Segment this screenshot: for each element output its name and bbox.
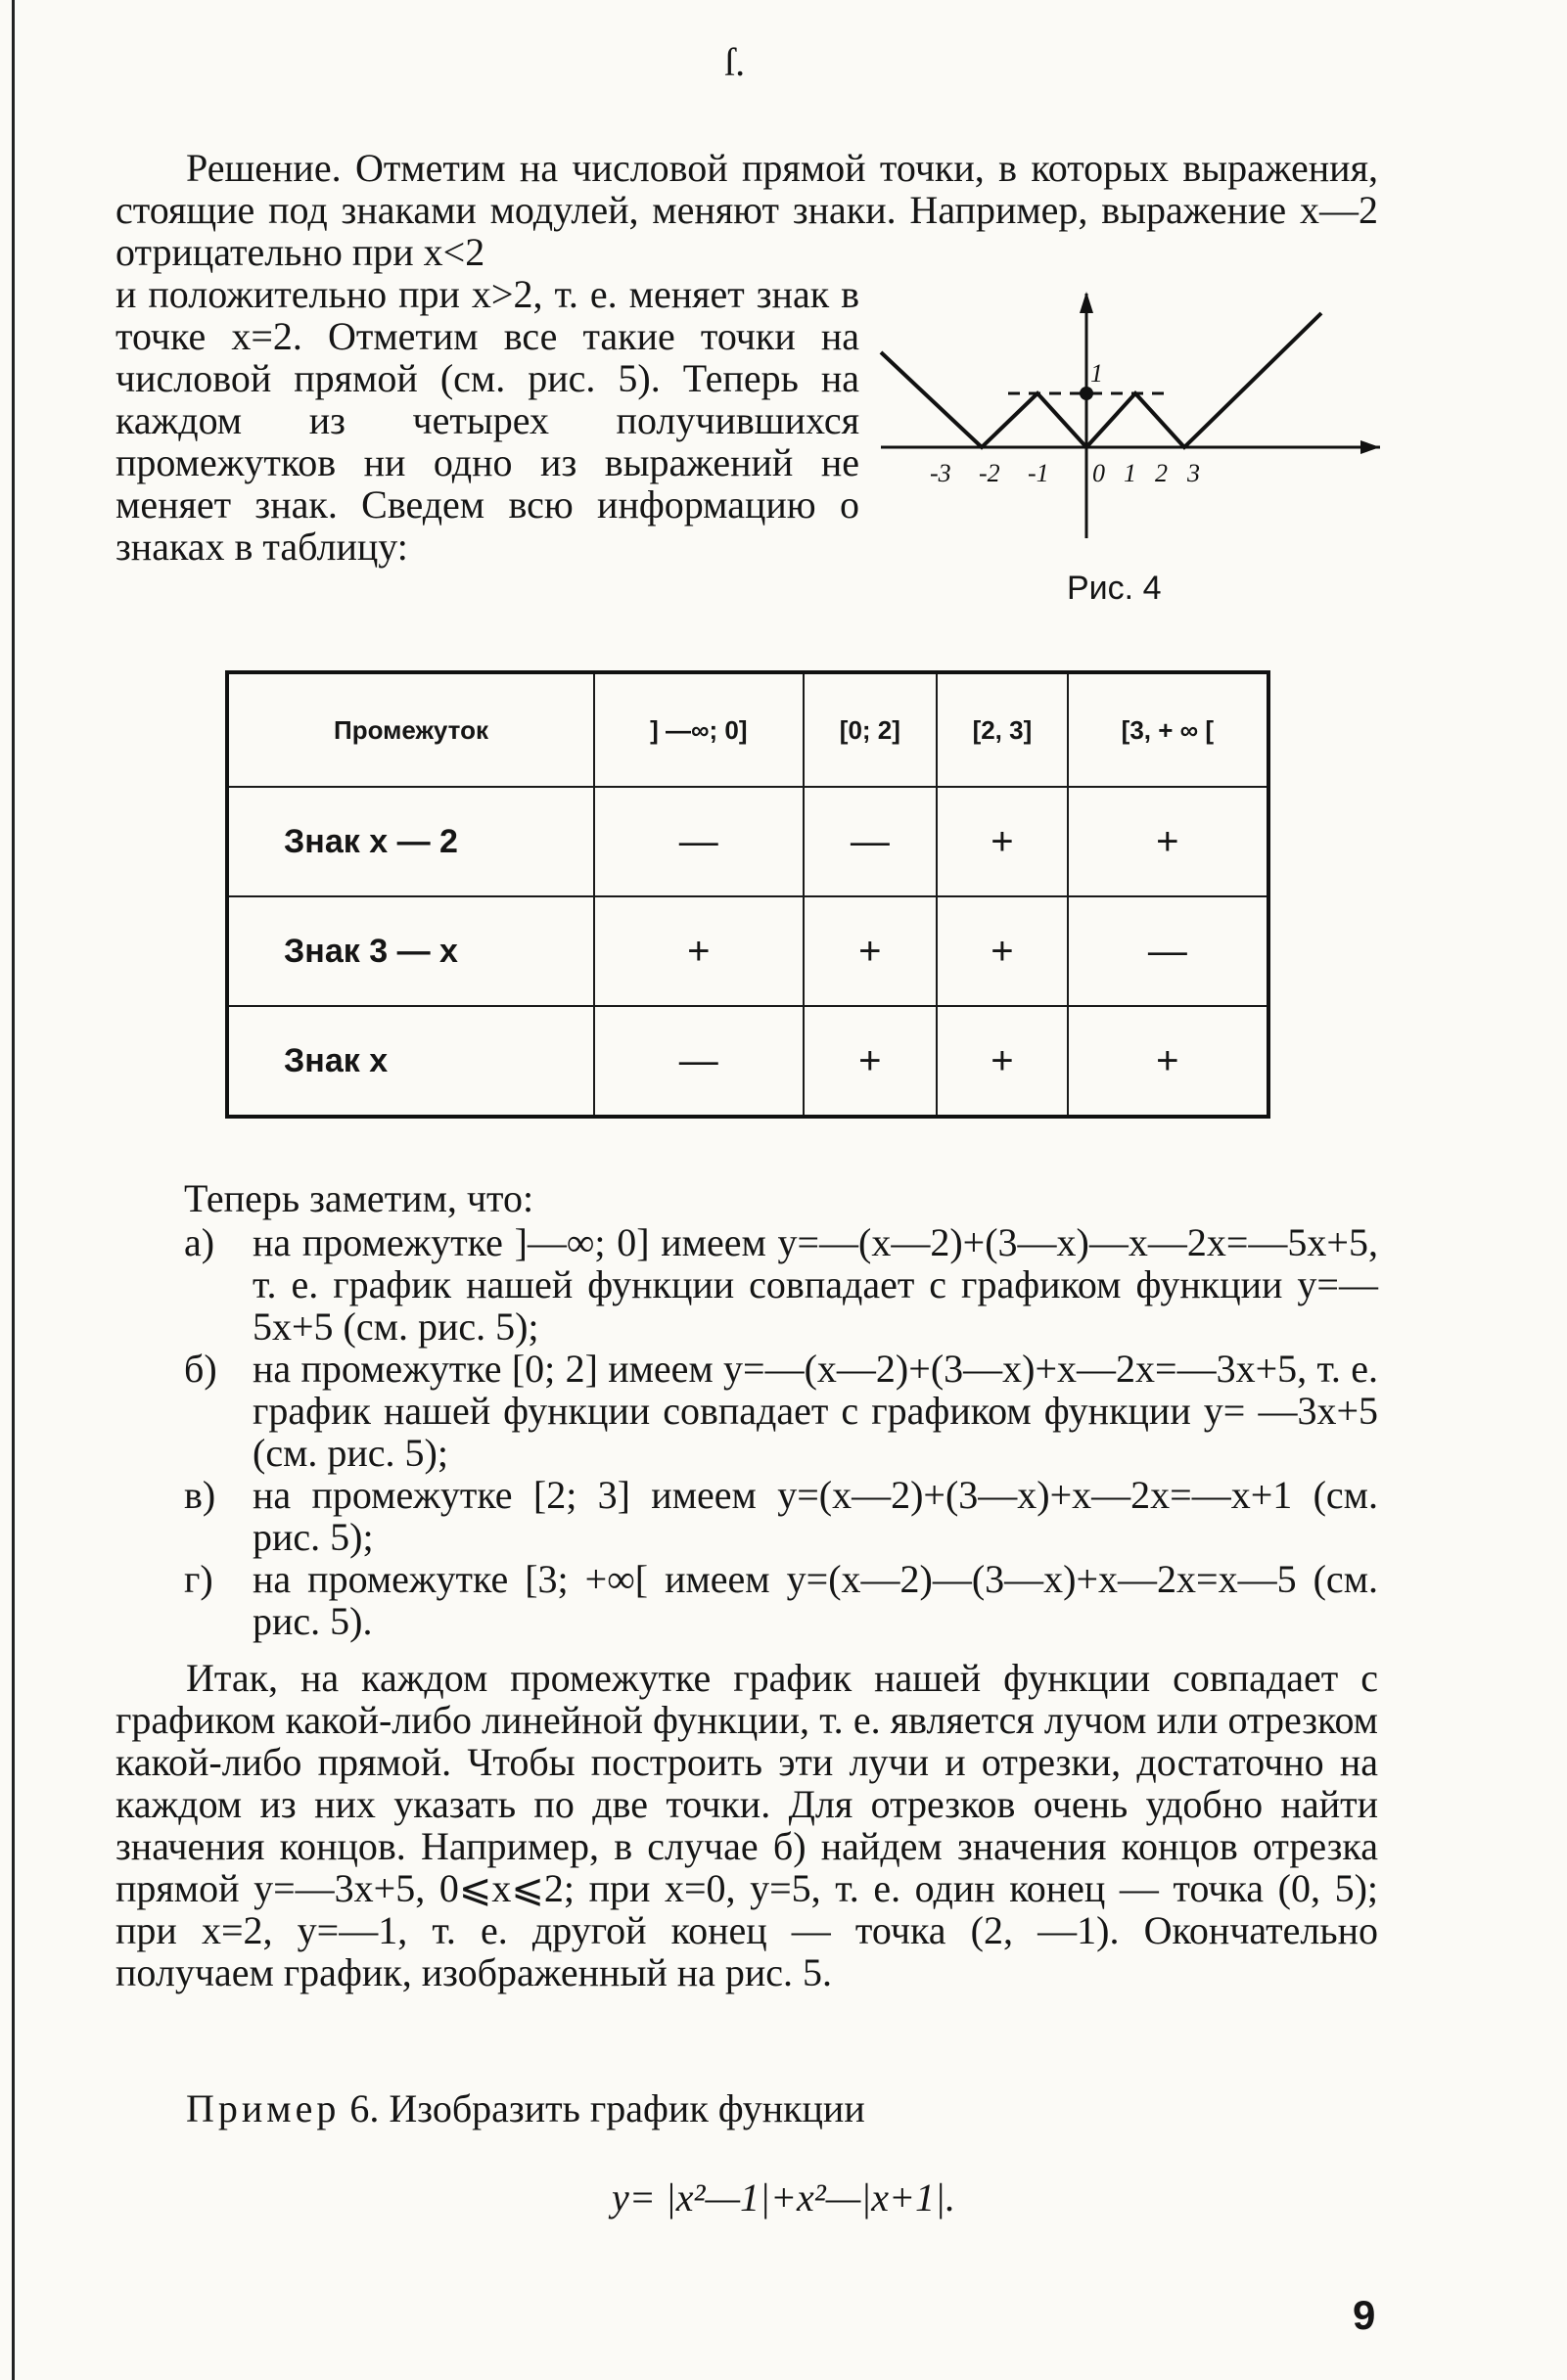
case-list bbox=[184, 1221, 1378, 1642]
table-row bbox=[227, 896, 1268, 1006]
table-header: Промежуток bbox=[227, 672, 594, 787]
y-tick-label: 1 bbox=[1090, 359, 1103, 388]
sign-cell: — bbox=[594, 787, 804, 896]
item-text: на промежутке [3; +∞[ имеем y=(x—2)—(3—x)+x—2x=x—5 (см. рис. 5). bbox=[253, 1557, 1378, 1643]
y-axis-arrow bbox=[1080, 292, 1093, 313]
page-edge-shadow bbox=[12, 0, 15, 2380]
item-text: на промежутке [2; 3] имеем y=(x—2)+(3—x)+x—2x=—x+1 (см. рис. 5); bbox=[253, 1473, 1378, 1559]
sign-cell: + bbox=[804, 1006, 938, 1117]
sign-cell: — bbox=[594, 1006, 804, 1117]
sign-cell: + bbox=[937, 896, 1068, 1006]
sign-cell: + bbox=[804, 896, 938, 1006]
item-label: б) bbox=[184, 1347, 217, 1391]
x-tick-label: 1 bbox=[1124, 459, 1136, 487]
list-item bbox=[184, 1221, 1378, 1348]
row-label: Знак x — 2 bbox=[227, 787, 594, 896]
x-tick-label: 0 bbox=[1092, 459, 1105, 487]
table-header: [3, + ∞ [ bbox=[1068, 672, 1268, 787]
table-header: [2, 3] bbox=[937, 672, 1068, 787]
figure-caption: Рис. 4 bbox=[1067, 570, 1162, 607]
item-label: в) bbox=[184, 1473, 216, 1517]
list-item bbox=[184, 1474, 1378, 1558]
item-label: а) bbox=[184, 1220, 215, 1264]
formula: y= |x²—1|+x²—|x+1|. bbox=[611, 2175, 956, 2220]
row-label: Знак x bbox=[227, 1006, 594, 1117]
table-header-row bbox=[227, 672, 1268, 787]
table-row bbox=[227, 1006, 1268, 1117]
x-tick-label: -1 bbox=[1028, 459, 1049, 487]
sign-cell: + bbox=[937, 787, 1068, 896]
table-header: [0; 2] bbox=[804, 672, 938, 787]
list-item bbox=[184, 1348, 1378, 1474]
intro-paragraph-continued: и положительно при x>2, т. е. меняет знак в точке x=2. Отметим все такие точки на числовой прямой (см. рис. 5). Теперь на каждом из четырех получившихся промежутков ни одно из выражений не меняет знак. Сведем всю информацию о знаках в таблицу: bbox=[115, 272, 859, 569]
graph-point bbox=[1080, 387, 1093, 400]
item-label: г) bbox=[184, 1557, 213, 1601]
x-tick-label: -3 bbox=[930, 459, 951, 487]
figure-4-graph bbox=[871, 284, 1380, 607]
header-mark: ſ. bbox=[724, 40, 746, 84]
sign-table bbox=[225, 670, 1270, 1101]
page-number: 9 bbox=[1353, 2292, 1376, 2338]
example-word: Пример bbox=[186, 2086, 341, 2130]
row-label: Знак 3 — x bbox=[227, 896, 594, 1006]
x-tick-label: 2 bbox=[1155, 459, 1168, 487]
item-text: на промежутке ]—∞; 0] имеем y=—(x—2)+(3—x)—x—2x=—5x+5, т. е. график нашей функции совпадает с графиком функции y=—5x+5 (см. рис. 5); bbox=[253, 1220, 1378, 1349]
x-tick-label: 3 bbox=[1187, 459, 1200, 487]
sign-cell: — bbox=[1068, 896, 1268, 1006]
sign-cell: + bbox=[1068, 787, 1268, 896]
sign-cell: + bbox=[1068, 1006, 1268, 1117]
item-text: на промежутке [0; 2] имеем y=—(x—2)+(3—x)+x—2x=—3x+5, т. е. график нашей функции совпадает с графиком функции y= —3x+5 (см. рис. 5); bbox=[253, 1347, 1378, 1475]
example-text: 6. Изобразить график функции bbox=[340, 2086, 865, 2130]
sign-cell: + bbox=[937, 1006, 1068, 1117]
x-axis-arrow bbox=[1360, 440, 1380, 454]
conclusion-paragraph: Итак, на каждом промежутке график нашей функции совпадает с графиком какой-либо линейной функции, т. е. является лучом или отрезком какой-либо прямой. Чтобы построить эти лучи и отрезки, достаточно на каждом из них указать по две точки. Для отрезков очень удобно найти значения концов. Например, в случае б) найдем значения концов отрезка прямой y=—3x+5, 0⩽x⩽2; при x=0, y=5, т. е. один конец — точка (0, 5); при x=2, y=—1, т. е. другой конец — точка (2, —1). Окончательно получаем график, изображенный на рис. 5. bbox=[115, 1656, 1378, 1994]
sign-cell: — bbox=[804, 787, 938, 896]
intro-paragraph: Решение. Отметим на числовой прямой точки, в которых выражения, стоящие под знаками модулей, меняют знаки. Например, выражение x—2 отрицательно при x<2 bbox=[115, 146, 1378, 274]
sign-cell: + bbox=[594, 896, 804, 1006]
list-item bbox=[184, 1558, 1378, 1642]
note-line: Теперь заметим, что: bbox=[184, 1176, 534, 1220]
table-header: ] —∞; 0] bbox=[594, 672, 804, 787]
x-tick-label: -2 bbox=[979, 459, 1000, 487]
table-row bbox=[227, 787, 1268, 896]
example-heading bbox=[115, 2087, 1378, 2129]
